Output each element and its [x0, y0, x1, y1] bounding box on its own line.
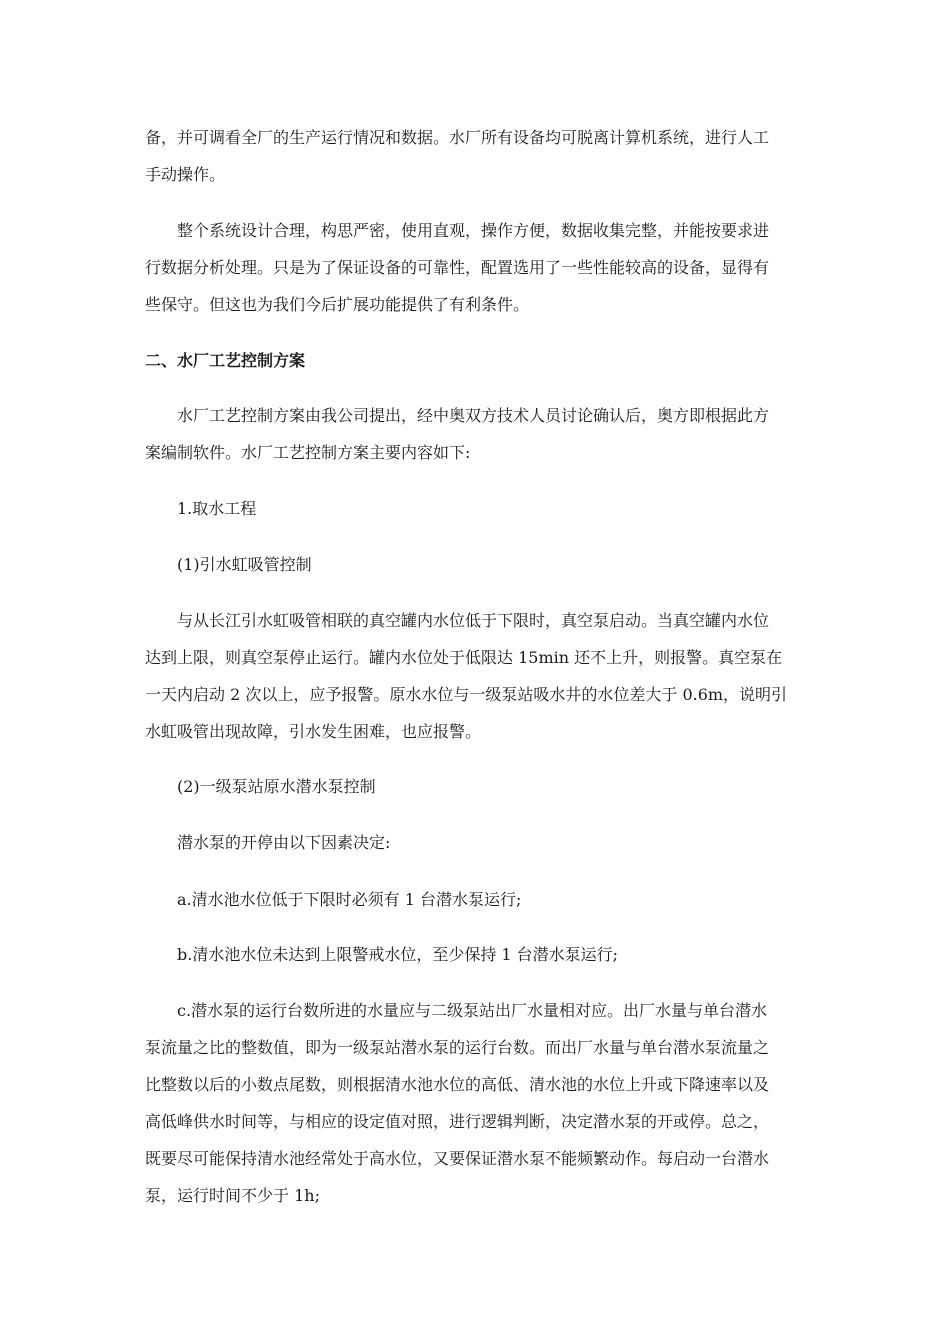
paragraph-line: 达到上限，则真空泵停止运行。罐内水位处于低限达 15min 还不上升，则报警。真空泵在 [145, 648, 783, 667]
subheading: (2)一级泵站原水潜水泵控制 [177, 777, 376, 796]
paragraph-line: 泵，运行时间不少于 1h; [145, 1186, 320, 1205]
paragraph-line: 潜水泵的开停由以下因素决定: [177, 833, 391, 852]
paragraph-line: 既要尽可能保持清水池经常处于高水位，又要保证潜水泵不能频繁动作。每启动一台潜水 [145, 1149, 770, 1168]
paragraph-line: 案编制软件。水厂工艺控制方案主要内容如下: [145, 443, 471, 462]
list-item: c.潜水泵的运行台数所进的水量应与二级泵站出厂水量相对应。出厂水量与单台潜水 [177, 1001, 768, 1020]
paragraph-line: 一天内启动 2 次以上，应予报警。原水水位与一级泵站吸水井的水位差大于 0.6m，说明引 [145, 685, 788, 704]
paragraph-line: 整个系统设计合理，构思严密，使用直观，操作方便，数据收集完整，并能按要求进 [177, 221, 770, 240]
paragraph-line: 高低峰供水时间等，与相应的设定值对照，进行逻辑判断，决定潜水泵的开或停。总之， [145, 1112, 770, 1131]
paragraph-line: 备，并可调看全厂的生产运行情况和数据。水厂所有设备均可脱离计算机系统，进行人工 [145, 128, 770, 147]
subheading: (1)引水虹吸管控制 [177, 555, 312, 574]
paragraph-line: 泵流量之比的整数值，即为一级泵站潜水泵的运行台数。而出厂水量与单台潜水泵流量之 [145, 1038, 770, 1057]
paragraph-line: 水厂工艺控制方案由我公司提出，经中奥双方技术人员讨论确认后，奥方即根据此方 [177, 406, 770, 425]
paragraph-line: 手动操作。 [145, 165, 226, 184]
paragraph-line: 些保守。但这也为我们今后扩展功能提供了有利条件。 [145, 295, 530, 314]
section-heading: 二、水厂工艺控制方案 [145, 351, 306, 370]
paragraph-line: 比整数以后的小数点尾数，则根据清水池水位的高低、清水池的水位上升或下降速率以及 [145, 1075, 770, 1094]
list-item: b.清水池水位未达到上限警戒水位，至少保持 1 台潜水泵运行; [177, 945, 619, 964]
paragraph-line: 行数据分析处理。只是为了保证设备的可靠性，配置选用了一些性能较高的设备，显得有 [145, 258, 770, 277]
paragraph-line: 水虹吸管出现故障，引水发生困难，也应报警。 [145, 722, 482, 741]
subheading: 1.取水工程 [177, 499, 257, 518]
list-item: a.清水池水位低于下限时必须有 1 台潜水泵运行; [177, 890, 522, 909]
paragraph-line: 与从长江引水虹吸管相联的真空罐内水位低于下限时，真空泵启动。当真空罐内水位 [177, 611, 770, 630]
